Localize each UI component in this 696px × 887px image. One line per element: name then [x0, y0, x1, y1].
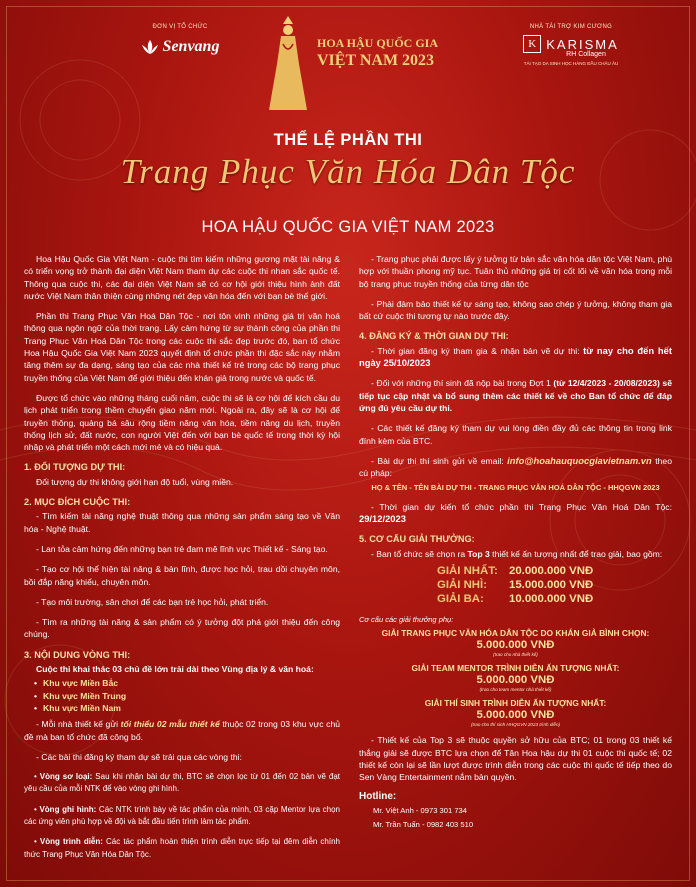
lotus-icon: [141, 39, 159, 55]
award-note: (trao cho nhà thiết kế): [493, 652, 538, 658]
section-3-title: 3. NỘI DUNG VÒNG THI:: [24, 649, 131, 660]
design-pre: - Mỗi nhà thiết kế gửi: [36, 719, 121, 730]
section-1-text: Đối tượng dự thi không giới hạn độ tuổi, vùng miền.: [36, 476, 234, 487]
prize-name: GIẢI NHẤT:: [437, 564, 498, 577]
prize-value: 20.000.000 VNĐ: [509, 564, 594, 577]
round-3-name: Vòng trình diễn:: [39, 837, 103, 847]
phase-pre: - Đối với những thí sinh đã nộp bài trong Đợt 1: [371, 378, 554, 389]
registration-pre: - Thời gian đăng ký tham gia & nhận bản vẽ dự thi:: [371, 345, 584, 356]
award-name: GIẢI TRANG PHỤC VĂN HÓA DÂN TỘC DO KHÁN GIẢ BÌNH CHỌN:: [381, 628, 650, 639]
hotline-contact[interactable]: Mr. Việt Anh - 0973 301 734: [373, 805, 468, 815]
prize-name: GIẢI NHÌ:: [437, 578, 487, 591]
intro-paragraph-2: Phần thi Trang Phục Văn Hoá Dân Tộc - nơi tôn vinh những giá trị văn hoá thông qua ngôn ngữ của thời trang. Lấy cảm hứng từ sự thành công của phần thi Trang Phục Văn Hoá Dân Tộc trong các cuộc thi sắc đẹp trước đó, ban tổ chức Hoa Hậu Quốc Gia Việt Nam 2023 quyết định tổ chức phần thi đặc sắc này nhằm tăng thêm sự đa dạng, sáng tạo của các nhà thiết kế trẻ trong các bộ trang phục truyền thống của Việt Nam để giới thiệu đến khán giả trong nước và quốc tế.: [24, 311, 340, 383]
region-item: • Khu vực Miền Nam: [34, 702, 340, 714]
prize-table: [437, 564, 672, 606]
section-2-title: 2. MỤC ĐÍCH CUỘC THI:: [24, 497, 131, 508]
round-3-text: Các tác phẩm hoàn thiện trình diễn trực tiếp tại đêm diễn chính thức Trang Phục Văn Hóa Dân Tộc.: [24, 837, 341, 859]
intro-paragraph-3: Được tổ chức vào những tháng cuối năm, cuộc thi sẽ là cơ hội để kích cầu du lịch phát triển trong thềm chuyển giao năm mới. Ngoài ra, đây sẽ là cơ hội để truyền thông, quảng bá sâu rộng tiềm năng văn hóa, tiềm năng du lịch, truyền thống lịch sử, đất nước, con người Việt đến với bạn bè quốc tế trong thời kỳ hội nhập và phát triển một cách mới mẻ và có hiệu quả.: [24, 392, 340, 453]
prize-row: [437, 592, 672, 606]
hotline-contact[interactable]: Mr. Trần Tuấn - 0982 403 510: [373, 819, 474, 829]
requirement-1: - Trang phục phải được lấy ý tưởng từ bản sắc văn hóa dân tộc Việt Nam, phù hợp với thuần phong mỹ tục. Tuân thủ những giá trị cốt lõi về văn hóa trong mỗi bộ trang phục truyền thống của từng dân tộc: [359, 254, 672, 289]
prize-lead-top3: Top 3: [467, 548, 490, 559]
title-line3: HOA HẬU QUỐC GIA VIỆT NAM 2023: [201, 218, 495, 236]
email-line: [359, 455, 672, 480]
sponsor-tagline: TÁI TẠO DA SINH HỌC HÀNG ĐẦU CHÂU ÂU: [523, 61, 619, 66]
design-requirement: [24, 718, 340, 743]
section-5-title: 5. CƠ CẤU GIẢI THƯỞNG:: [359, 534, 475, 545]
requirement-2: - Phải đảm bảo thiết kế tự sáng tạo, không sao chép ý tưởng, không tham gia bất cứ cuộc thi tương tự nào trước đây.: [359, 298, 672, 322]
title-line1: THỂ LỆ PHẦN THI: [273, 131, 423, 149]
sponsor-label: NHÀ TÀI TRỢ KIM CƯƠNG: [529, 24, 613, 30]
prize-lead-pre: - Ban tổ chức sẽ chọn ra: [371, 548, 468, 559]
round-2-name: Vòng ghi hình:: [39, 804, 97, 814]
intro-paragraph-1: Hoa Hậu Quốc Gia Việt Nam - cuộc thi tìm kiếm những gương mặt tài năng & có triển vọng trở thành đại diện Việt Nam tham dự các cuộc thi nhan sắc quốc tế. Thông qua cuộc thi, các đại diện Việt Nam sẽ có cơ hội giới thiệu hình ảnh đất nước Việt Nam thân thiện cùng những nét đẹp văn hóa đến với bạn bè thế giới.: [24, 254, 340, 301]
award-note: (trao cho thí sinh HHQGVN 2023 trình diễn): [470, 722, 561, 728]
round-3: • Vòng trình diễn: Các tác phẩm hoàn thiện trình diễn trực tiếp tại đêm diễn chính thức Trang Phục Văn Hóa Dân Tộc.: [24, 837, 341, 859]
organizer-name: Senvang: [162, 38, 220, 55]
purpose-item: - Tìm kiếm tài năng nghệ thuật thông qua những sản phẩm sáng tạo về Văn hóa - Nghệ thuật.: [24, 511, 340, 534]
phase-emphasis: (từ 12/4/2023 - 20/08/2023) sẽ tiếp tục cập nhật và bổ sung thêm các thiết kế về cho Ban tổ chức để đáp ứng đủ yêu cầu dự thi.: [359, 378, 672, 413]
queen-silhouette-icon: [261, 14, 315, 114]
award-block: [359, 698, 672, 728]
prize-lead: [359, 548, 672, 560]
round-1: • Vòng sơ loại: Sau khi nhận bài dự thi, BTC sẽ chọn lọc từ 01 đến 02 bản vẽ đạt yêu cầu của mỗi NTK để vào vòng ghi hình.: [24, 772, 340, 794]
purpose-item: - Lan tỏa cảm hứng đến những bạn trẻ đam mê lĩnh vực Thiết kế - Sáng tạo.: [36, 543, 328, 554]
hotline-title: Hotline:: [359, 791, 397, 803]
region-list: [34, 677, 340, 714]
prize-row: [437, 578, 672, 592]
rounds-intro: - Các bài thi đăng ký tham dự sẽ trải qua các vòng thi:: [36, 751, 242, 762]
award-amount: 5.000.000 VNĐ: [476, 709, 555, 722]
region-item: • Khu vực Miền Trung: [34, 690, 340, 702]
award-note: (trao cho team mentor nhà thiết kế): [479, 687, 552, 693]
ownership-note: - Thiết kế của Top 3 sẽ thuộc quyền sở hữu của BTC; 01 trong 03 thiết kế thắng giải sẽ được BTC lựa chọn để Tân Hoa hậu dự thi 01 cuộc thi quốc tế; 02 thiết kế còn lại sẽ lần lượt được trình diễn trong các cuộc thi quốc tế tiếp theo do Sen Vàng Entertainment nắm bản quyền.: [359, 735, 672, 783]
email-pre: - Bài dự thi thí sinh gửi về email:: [371, 455, 508, 466]
award-block: [359, 663, 672, 693]
phase-one-note: [359, 377, 672, 414]
show-date-line: [359, 501, 672, 526]
registration-date: từ nay cho đến hết ngày 25/10/2023: [359, 344, 672, 369]
left-column: [24, 253, 340, 869]
round-1-name: Vòng sơ loại:: [39, 772, 93, 782]
award-name: GIẢI TEAM MENTOR TRÌNH DIỄN ẤN TƯỢNG NHẤT:: [411, 663, 620, 674]
show-pre: - Thời gian dự kiến tổ chức phần thi Trang Phục Văn Hoá Dân Tộc:: [371, 501, 672, 512]
award-name: GIẢI THÍ SINH TRÌNH DIỄN ẤN TƯỢNG NHẤT:: [424, 698, 607, 709]
right-column: [359, 253, 672, 832]
registration-period: [359, 345, 672, 370]
brand-title-line2: VIỆT NAM 2023: [317, 52, 435, 69]
sponsor-block: [496, 24, 646, 66]
purpose-item: - Tìm ra những tài năng & sản phẩm có ý tưởng đột phá giới thiệu đến công chúng.: [24, 617, 340, 640]
prize-row: [437, 564, 672, 578]
organizer-block: [100, 24, 260, 56]
contest-email[interactable]: info@hoahauquocgiavietnam.vn: [507, 454, 652, 466]
brand-title-line1: HOA HẬU QUỐC GIA: [317, 36, 439, 50]
prize-value: 10.000.000 VNĐ: [509, 592, 594, 605]
sponsor-name: KARISMA: [546, 36, 619, 52]
show-date: 29/12/2023: [359, 513, 406, 525]
email-subject-format: HỌ & TÊN - TÊN BÀI DỰ THI - TRANG PHỤC VĂN HOÁ DÂN TỘC - HHQGVN 2023: [371, 483, 660, 493]
region-item: • Khu vực Miền Bắc: [34, 677, 340, 689]
purpose-item: - Tạo môi trường, sân chơi để các bạn trẻ học hỏi, phát triển.: [36, 596, 269, 607]
round-2-text: Các NTK trình bày về tác phẩm của mình, 03 cặp Mentor lựa chọn các ứng viên phù hợp về đội và bắt đầu tiến trình làm tác phẩm.: [24, 804, 341, 826]
title-script: Trang Phục Văn Hóa Dân Tộc: [120, 152, 576, 191]
round-1-text: Sau khi nhận bài dự thi, BTC sẽ chọn lọc từ 01 đến 02 bản vẽ đạt yêu cầu của mỗi NTK để vào vòng ghi hình.: [24, 772, 340, 794]
prize-lead-post: thiết kế ấn tượng nhất để trao giải, bao gồm:: [489, 548, 663, 559]
form-note: - Các thiết kế đăng ký tham dự vui lòng điền đầy đủ các thông tin trong link đính kèm của BTC.: [359, 423, 672, 446]
section-1-title: 1. ĐỐI TƯỢNG DỰ THI:: [24, 462, 126, 473]
organizer-label: ĐƠN VỊ TỔ CHỨC: [152, 24, 208, 30]
k-monogram-icon: K: [523, 35, 541, 53]
prize-value: 15.000.000 VNĐ: [509, 578, 594, 591]
purpose-item: - Tạo cơ hội thể hiện tài năng & bản lĩnh, được học hỏi, trau dồi chuyên môn, bồi đắp năng khiếu, chuyên môn.: [24, 564, 340, 587]
sponsor-subname: RH Collagen: [566, 51, 606, 58]
award-amount: 5.000.000 VNĐ: [476, 639, 555, 652]
prize-name: GIẢI BA:: [437, 592, 484, 605]
organizer-logo: [100, 38, 260, 56]
award-block: [359, 628, 672, 658]
award-amount: 5.000.000 VNĐ: [476, 674, 555, 687]
design-post: thuộc 02 trong 03 khu vực chủ đề mà ban tổ chức đã công bố.: [24, 719, 340, 742]
design-emphasis: tối thiểu 02 mẫu thiết kế: [120, 719, 220, 730]
sub-awards-title: Cơ cấu các giải thưởng phụ:: [359, 614, 454, 624]
section-4-title: 4. ĐĂNG KÝ & THỜI GIAN DỰ THI:: [359, 331, 509, 342]
round-2: • Vòng ghi hình: Các NTK trình bày về tác phẩm của mình, 03 cặp Mentor lựa chọn các ứng viên phù hợp về đội và bắt đầu tiến trình làm tác phẩm.: [24, 804, 341, 826]
section-3-lead: Cuộc thi khai thác 03 chủ đề lớn trải dài theo Vùng địa lý & văn hoá:: [36, 664, 314, 675]
email-post: theo cú pháp:: [359, 455, 672, 479]
